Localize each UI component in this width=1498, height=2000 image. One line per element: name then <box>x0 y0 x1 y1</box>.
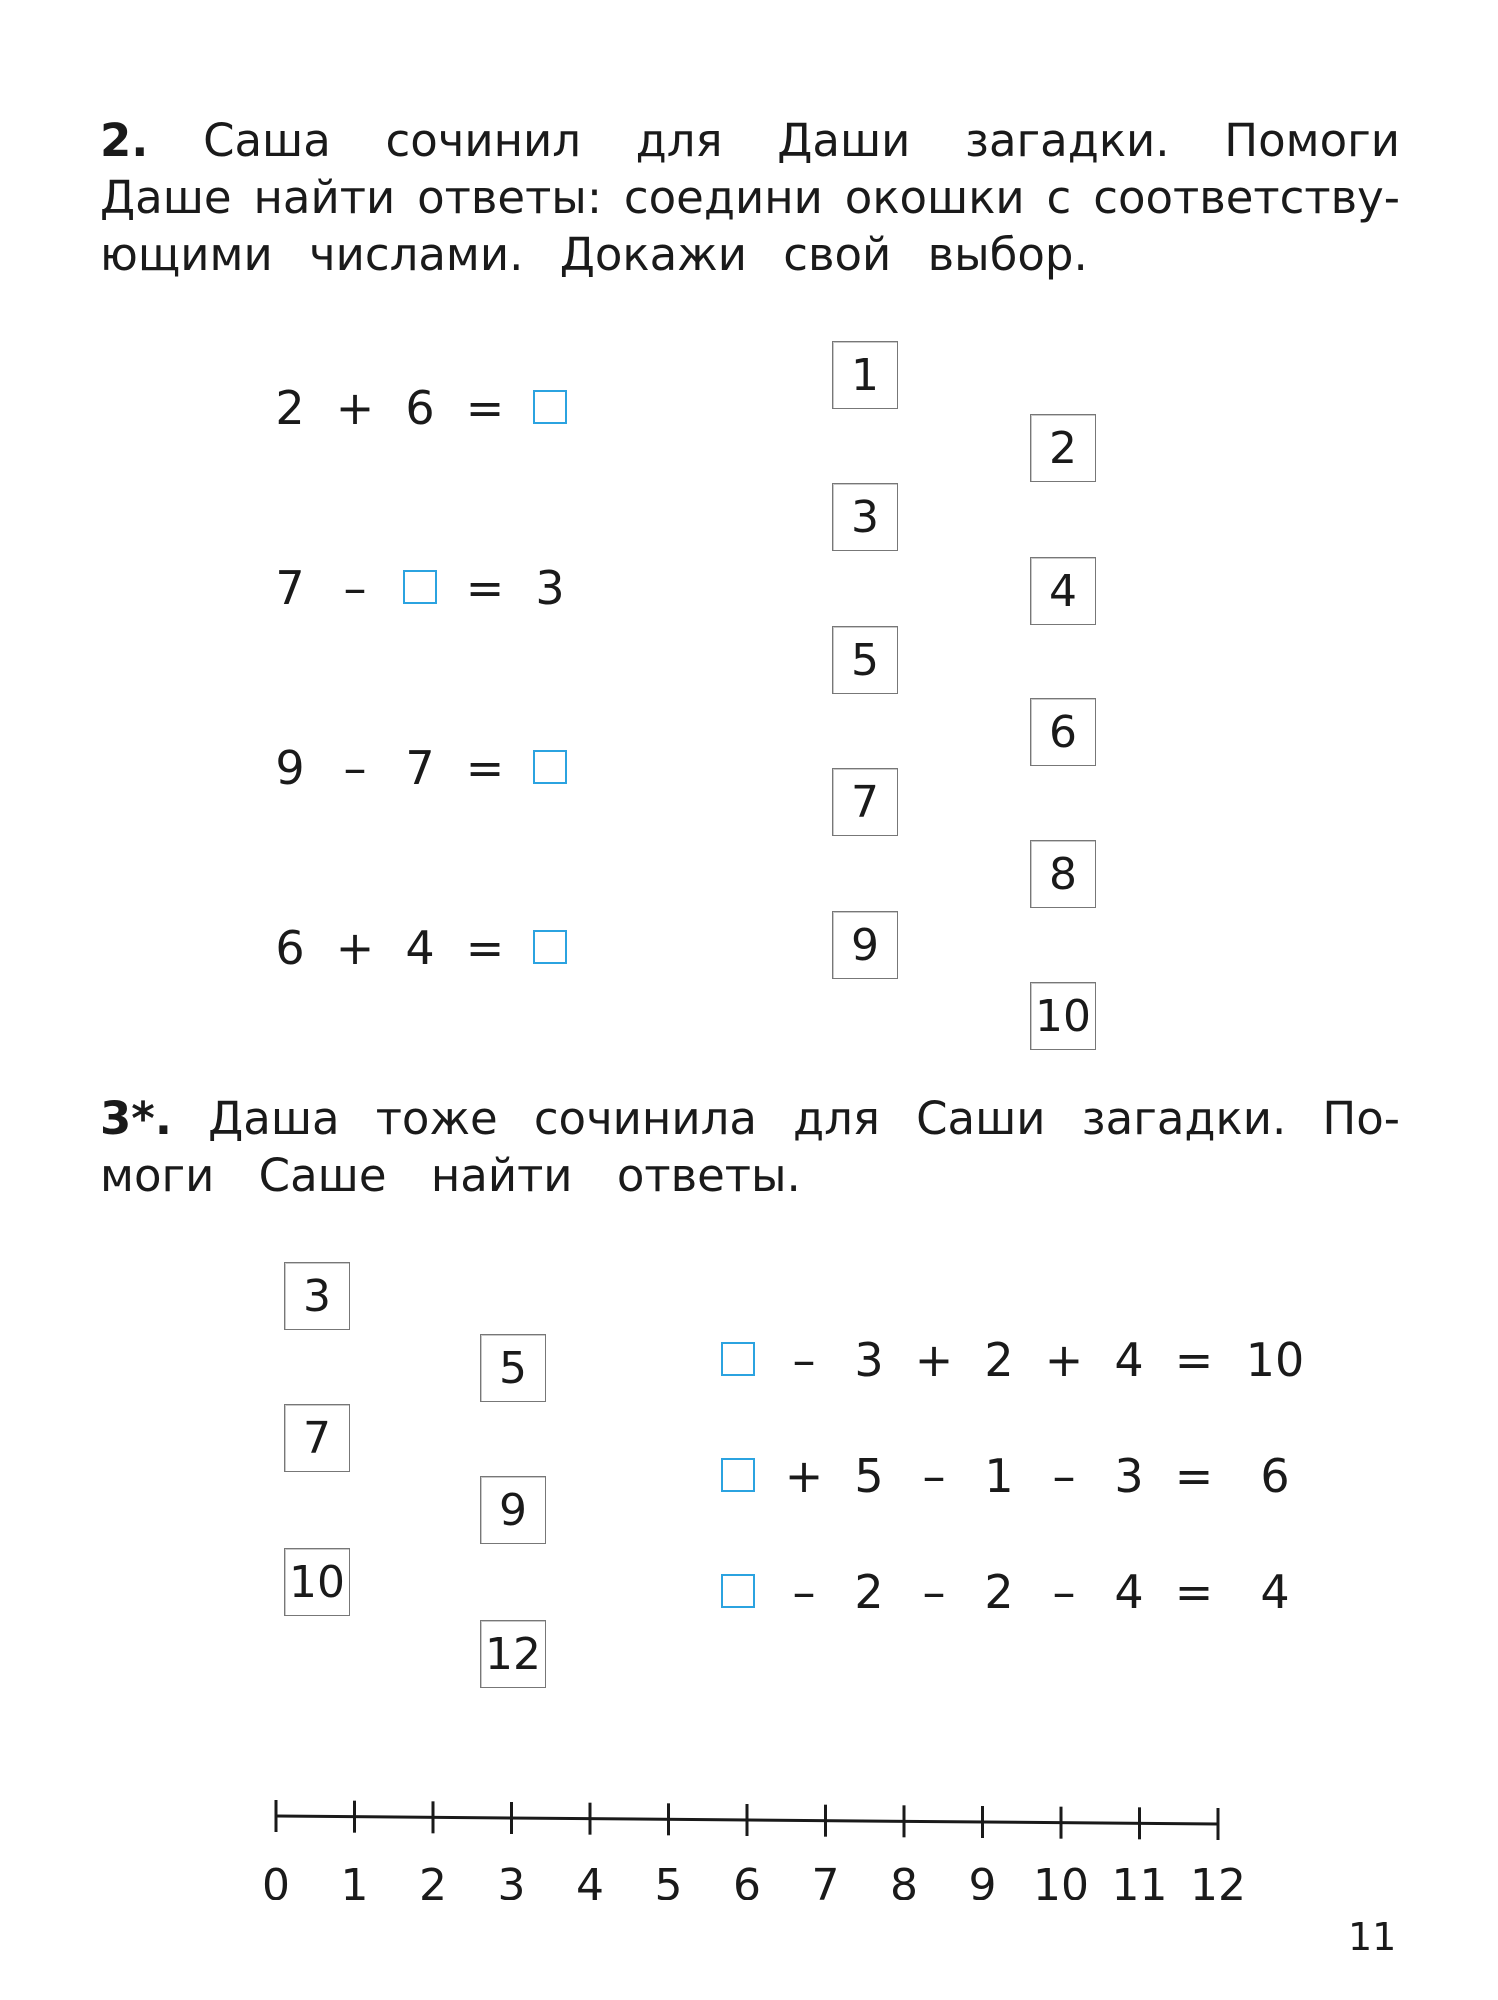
number-line-label: 7 <box>811 1860 840 1900</box>
equation-token: 3 <box>535 561 565 615</box>
equation-token: = <box>465 921 505 975</box>
task3-equation <box>708 1562 1320 1622</box>
number-box[interactable]: 2 <box>1030 414 1096 482</box>
number-line-label: 1 <box>340 1860 369 1900</box>
equation-token: 4 <box>405 921 435 975</box>
task2-equation <box>260 378 580 438</box>
blank-slot <box>520 381 580 435</box>
equation-token: 7 <box>275 561 305 615</box>
number-line-label: 9 <box>968 1860 997 1900</box>
equation-token: + <box>784 1449 824 1503</box>
task2-equation <box>260 738 580 798</box>
equation-token: = <box>465 741 505 795</box>
blank-slot <box>708 1333 768 1387</box>
answer-blank[interactable] <box>721 1458 755 1492</box>
number-box[interactable]: 3 <box>832 483 898 551</box>
number-box[interactable]: 4 <box>1030 557 1096 625</box>
number-box[interactable]: 9 <box>480 1476 546 1544</box>
answer-blank[interactable] <box>721 1342 755 1376</box>
equation-token: = <box>1174 1565 1214 1619</box>
number-line-label: 3 <box>497 1860 526 1900</box>
equation-token: 1 <box>984 1449 1014 1503</box>
number-box[interactable]: 7 <box>284 1404 350 1472</box>
equation-token: – <box>1052 1449 1076 1503</box>
number-box[interactable]: 8 <box>1030 840 1096 908</box>
equation-token: 4 <box>1260 1565 1290 1619</box>
equation-token: 6 <box>275 921 305 975</box>
equation-token: 4 <box>1114 1333 1144 1387</box>
equation-token: – <box>343 741 367 795</box>
equation-token: – <box>922 1565 946 1619</box>
task2-number: 2. <box>100 114 149 167</box>
equation-token: – <box>792 1565 816 1619</box>
number-line-label: 6 <box>733 1860 761 1900</box>
task2-line-2: Даше найти ответы: соедини окошки с соответству- <box>100 171 1400 224</box>
answer-blank[interactable] <box>533 750 567 784</box>
equation-token: 9 <box>275 741 305 795</box>
task3-text <box>100 1090 1400 1204</box>
answer-blank[interactable] <box>403 570 437 604</box>
number-line-label: 2 <box>419 1860 447 1900</box>
number-box[interactable]: 10 <box>284 1548 350 1616</box>
task2-line-1: 2. Саша сочинил для Даши загадки. Помоги <box>100 114 1400 167</box>
task3-equation <box>708 1330 1320 1390</box>
answer-blank[interactable] <box>533 930 567 964</box>
number-box[interactable]: 12 <box>480 1620 546 1688</box>
number-line <box>0 1760 1498 1900</box>
equation-token: 6 <box>1260 1449 1290 1503</box>
equation-token: 5 <box>854 1449 884 1503</box>
task3-line-1: 3*. Даша тоже сочинила для Саши загадки. По- <box>100 1092 1400 1145</box>
number-line-label: 8 <box>890 1860 918 1900</box>
task2-equation <box>260 918 580 978</box>
equation-token: 3 <box>1114 1449 1144 1503</box>
answer-blank[interactable] <box>533 390 567 424</box>
task2-equation <box>260 558 580 618</box>
equation-token: 4 <box>1114 1565 1144 1619</box>
equation-token: – <box>343 561 367 615</box>
equation-token: + <box>914 1333 954 1387</box>
equation-token: + <box>1044 1333 1084 1387</box>
page-number: 11 <box>1348 1915 1397 1959</box>
task3-number: 3*. <box>100 1092 172 1145</box>
equation-token: = <box>1174 1449 1214 1503</box>
equation-token: 2 <box>275 381 305 435</box>
equation-token: 7 <box>405 741 435 795</box>
equation-token: 2 <box>984 1333 1014 1387</box>
number-box[interactable]: 9 <box>832 911 898 979</box>
answer-blank[interactable] <box>721 1574 755 1608</box>
equation-token: 3 <box>854 1333 884 1387</box>
number-line-label: 10 <box>1033 1860 1089 1900</box>
number-box[interactable]: 5 <box>480 1334 546 1402</box>
task2-line-3: ющими числами. Докажи свой выбор. <box>100 228 1088 281</box>
task3-equation <box>708 1446 1320 1506</box>
number-box[interactable]: 6 <box>1030 698 1096 766</box>
equation-token: – <box>792 1333 816 1387</box>
blank-slot <box>708 1449 768 1503</box>
number-box[interactable]: 3 <box>284 1262 350 1330</box>
equation-token: 2 <box>984 1565 1014 1619</box>
equation-token: = <box>465 381 505 435</box>
equation-token: 2 <box>854 1565 884 1619</box>
equation-token: + <box>335 921 375 975</box>
number-line-label: 5 <box>654 1860 683 1900</box>
number-line-label: 12 <box>1190 1860 1246 1900</box>
number-box[interactable]: 5 <box>832 626 898 694</box>
equation-token: + <box>335 381 375 435</box>
number-box[interactable]: 10 <box>1030 982 1096 1050</box>
number-box[interactable]: 1 <box>832 341 898 409</box>
blank-slot <box>520 741 580 795</box>
number-box[interactable]: 7 <box>832 768 898 836</box>
equation-token: 6 <box>405 381 435 435</box>
equation-token: = <box>465 561 505 615</box>
blank-slot <box>390 561 450 615</box>
equation-token: – <box>1052 1565 1076 1619</box>
task2-text <box>100 112 1400 283</box>
equation-token: 10 <box>1245 1333 1305 1387</box>
blank-slot <box>708 1565 768 1619</box>
task3-line-2: моги Саше найти ответы. <box>100 1149 801 1202</box>
blank-slot <box>520 921 580 975</box>
number-line-label: 4 <box>576 1860 604 1900</box>
number-line-label: 11 <box>1111 1860 1168 1900</box>
number-line-label: 0 <box>262 1860 290 1900</box>
equation-token: – <box>922 1449 946 1503</box>
equation-token: = <box>1174 1333 1214 1387</box>
